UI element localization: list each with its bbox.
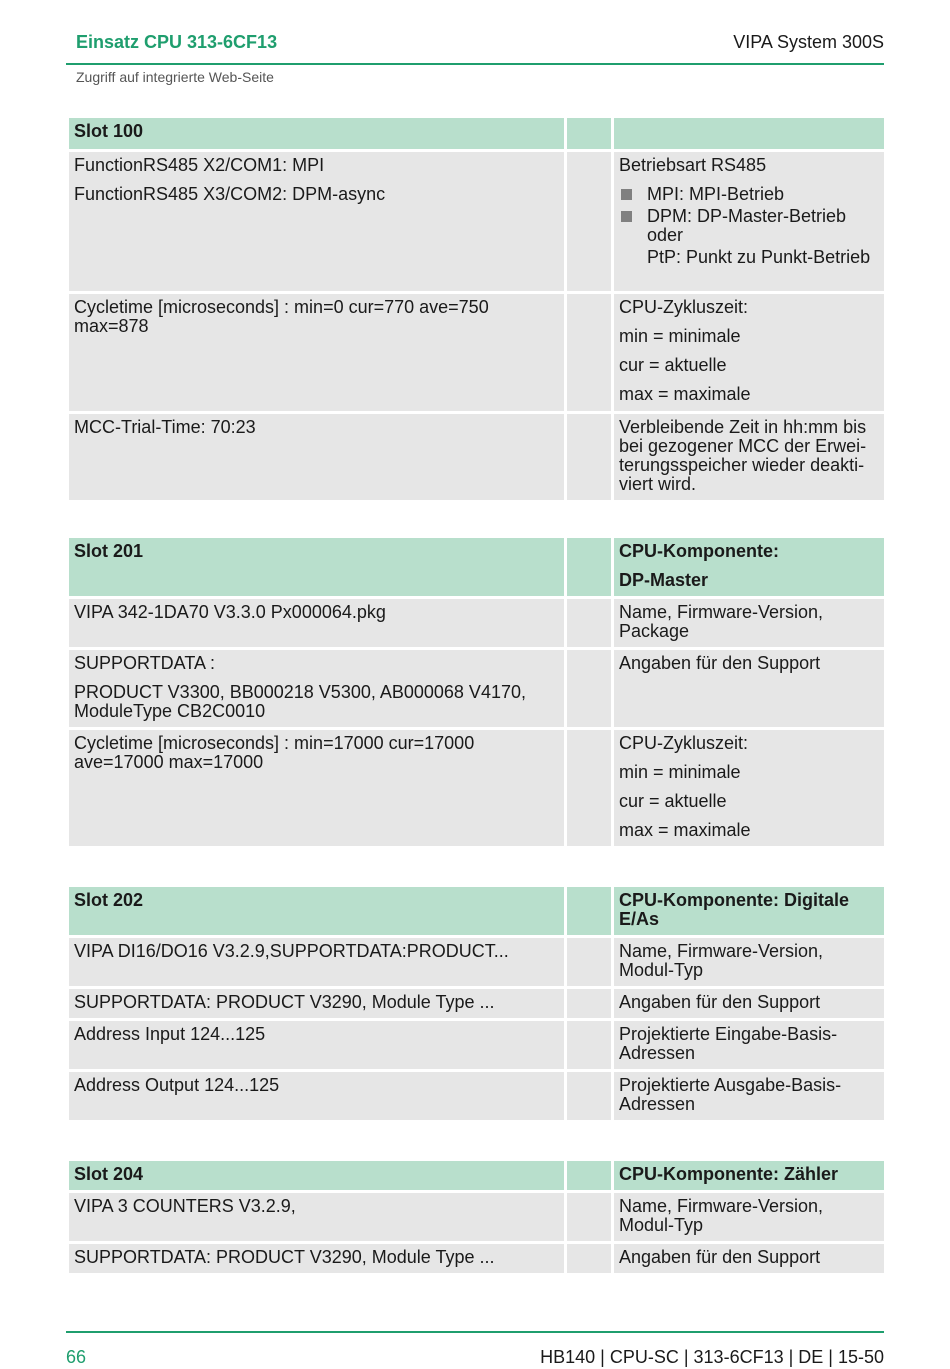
value-cell xyxy=(69,294,564,411)
value-text: FunctionRS485 X3/COM2: DPM-async xyxy=(74,184,386,204)
slot-heading: Slot 100 xyxy=(69,118,564,149)
list-item xyxy=(619,185,879,204)
description-cell: Name, Firmware-Version, Modul-Typ xyxy=(614,938,884,986)
description-text: Betriebsart RS485 xyxy=(619,155,767,175)
empty-cell xyxy=(567,887,611,935)
table-header-row xyxy=(69,118,884,149)
value-cell: VIPA DI16/DO16 V3.2.9,SUPPORTDATA:PRODUCT... xyxy=(69,938,564,986)
value-cell: VIPA 3 COUNTERS V3.2.9, xyxy=(69,1193,564,1241)
table-row xyxy=(69,1021,884,1069)
description-text: Verbleibende Zeit in hh:mm bis bei gezogener MCC der Erweiterungsspeicher wieder deaktiviert wird. xyxy=(619,417,867,494)
component-heading: CPU-Komponente: Zähler xyxy=(614,1161,884,1190)
description-cell xyxy=(614,152,884,291)
slot-heading: Slot 204 xyxy=(69,1161,564,1190)
empty-cell xyxy=(567,599,611,647)
list-item-text: MPI: MPI-Betrieb xyxy=(647,184,785,204)
empty-cell xyxy=(567,650,611,727)
value-cell: Address Output 124...125 xyxy=(69,1072,564,1120)
empty-cell xyxy=(567,414,611,500)
value-cell xyxy=(69,152,564,291)
empty-cell xyxy=(567,730,611,846)
value-text: Cycletime [microseconds] : min=17000 cur=17000 ave=17000 max=17000 xyxy=(74,733,475,772)
footer-divider xyxy=(66,1331,884,1333)
table-row xyxy=(69,1244,884,1273)
empty-cell xyxy=(567,1021,611,1069)
value-text: PRODUCT V3300, BB000218 V5300, AB000068 V4170, ModuleType CB2C0010 xyxy=(74,682,526,721)
empty-cell xyxy=(567,1072,611,1120)
component-heading-cell xyxy=(614,538,884,596)
description-text: CPU-Zykluszeit: xyxy=(619,297,749,317)
slot-201-table xyxy=(66,535,887,849)
description-cell: Angaben für den Support xyxy=(614,989,884,1018)
value-cell: SUPPORTDATA: PRODUCT V3290, Module Type ... xyxy=(69,989,564,1018)
description-text: min = minimale xyxy=(619,762,741,782)
empty-cell xyxy=(567,938,611,986)
slot-204-table xyxy=(66,1158,887,1276)
slot-100-table xyxy=(66,115,887,503)
table-row xyxy=(69,650,884,727)
description-text: cur = aktuelle xyxy=(619,355,727,375)
value-cell: SUPPORTDATA: PRODUCT V3290, Module Type ... xyxy=(69,1244,564,1273)
value-cell: VIPA 342-1DA70 V3.3.0 Px000064.pkg xyxy=(69,599,564,647)
list-item xyxy=(619,207,879,245)
list-continuation-text: PtP: Punkt zu Punkt-Betrieb xyxy=(647,247,871,267)
empty-cell xyxy=(614,118,884,149)
slot-heading: Slot 202 xyxy=(69,887,564,935)
product-name: VIPA System 300S xyxy=(733,32,884,52)
empty-cell xyxy=(567,118,611,149)
value-text: FunctionRS485 X2/COM1: MPI xyxy=(74,155,325,175)
slot-heading: Slot 201 xyxy=(69,538,564,596)
description-text: cur = aktuelle xyxy=(619,791,727,811)
table-row xyxy=(69,1072,884,1120)
description-cell: Projektierte Ausgabe-Basis-Adressen xyxy=(614,1072,884,1120)
description-text: max = maximale xyxy=(619,384,751,404)
table-row xyxy=(69,730,884,846)
description-cell: Angaben für den Support xyxy=(614,650,884,727)
table-row xyxy=(69,152,884,291)
description-cell xyxy=(614,730,884,846)
value-cell xyxy=(69,650,564,727)
page-number: 66 xyxy=(66,1347,87,1367)
slot-202-table xyxy=(66,884,887,1123)
table-header-row xyxy=(69,1161,884,1190)
description-cell: Name, Firmware-Version, Modul-Typ xyxy=(614,1193,884,1241)
empty-cell xyxy=(567,989,611,1018)
value-cell xyxy=(69,730,564,846)
value-cell: Address Input 124...125 xyxy=(69,1021,564,1069)
empty-cell xyxy=(567,1193,611,1241)
component-heading: CPU-Komponente: xyxy=(619,541,779,561)
empty-cell xyxy=(567,538,611,596)
section-subtitle: Zugriff auf integrierte Web-Seite xyxy=(76,69,274,85)
chapter-title: Einsatz CPU 313-6CF13 xyxy=(76,32,278,52)
empty-cell xyxy=(567,152,611,291)
table-row xyxy=(69,294,884,411)
table-row xyxy=(69,989,884,1018)
table-row xyxy=(69,414,884,500)
square-bullet-icon xyxy=(621,189,632,200)
table-header-row xyxy=(69,538,884,596)
description-text: max = maximale xyxy=(619,820,751,840)
description-cell: Angaben für den Support xyxy=(614,1244,884,1273)
list-item-text: DPM: DP-Master-Betrieb oder xyxy=(647,206,847,245)
empty-cell xyxy=(567,1244,611,1273)
table-row xyxy=(69,1193,884,1241)
description-text: min = minimale xyxy=(619,326,741,346)
empty-cell xyxy=(567,1161,611,1190)
empty-cell xyxy=(567,294,611,411)
description-text: CPU-Zykluszeit: xyxy=(619,733,749,753)
bullet-list xyxy=(619,185,879,245)
description-cell: Name, Firmware-Version, Package xyxy=(614,599,884,647)
value-cell xyxy=(69,414,564,500)
description-cell: Projektierte Eingabe-Basis-Adressen xyxy=(614,1021,884,1069)
value-text: SUPPORTDATA : xyxy=(74,653,216,673)
table-row xyxy=(69,938,884,986)
table-row xyxy=(69,599,884,647)
description-cell xyxy=(614,414,884,500)
table-header-row xyxy=(69,887,884,935)
component-heading: DP-Master xyxy=(619,570,709,590)
document-reference: HB140 | CPU-SC | 313-6CF13 | DE | 15-50 xyxy=(540,1347,884,1367)
value-text: Cycletime [microseconds] : min=0 cur=770 ave=750 max=878 xyxy=(74,297,489,336)
header-divider xyxy=(66,63,884,65)
description-cell xyxy=(614,294,884,411)
component-heading: CPU-Komponente: Digitale E/As xyxy=(614,887,884,935)
value-text: MCC-Trial-Time: 70:23 xyxy=(74,417,256,437)
square-bullet-icon xyxy=(621,211,632,222)
